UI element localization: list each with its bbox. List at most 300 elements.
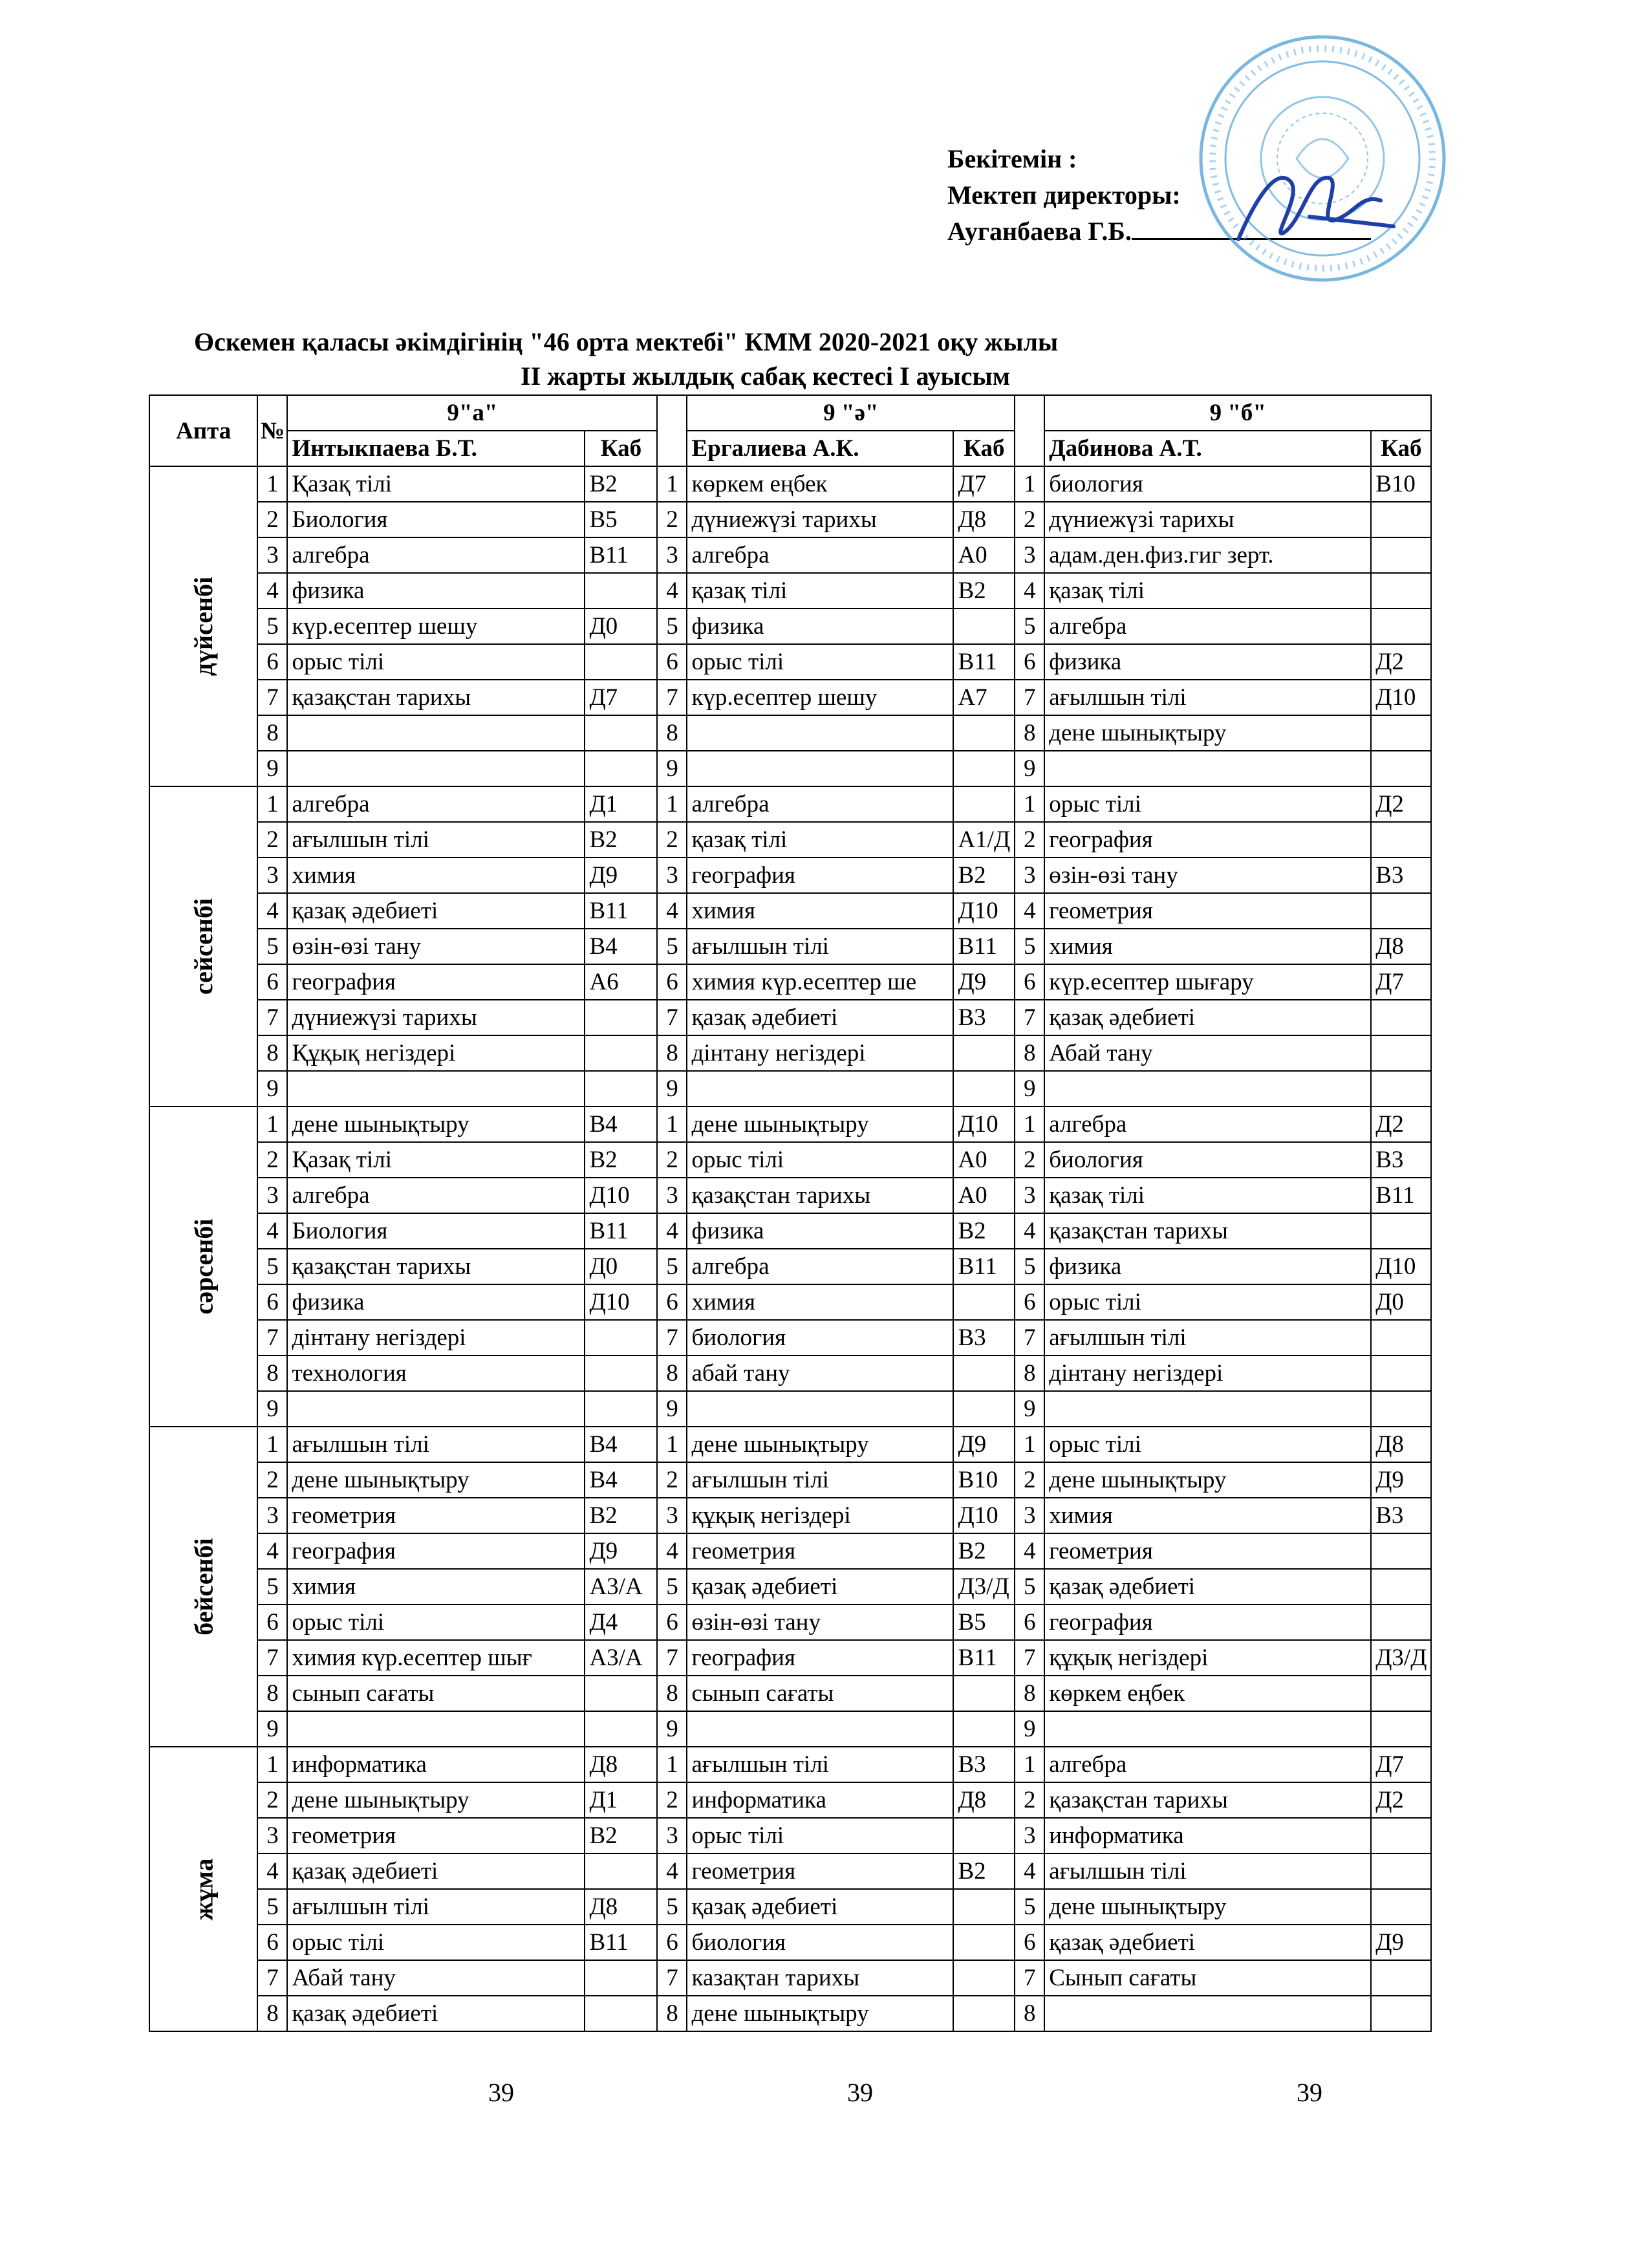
subject-cell: алгебра xyxy=(287,537,585,573)
day-label: сейсенбі xyxy=(189,898,219,995)
subject-cell: қазақ тілі xyxy=(687,573,953,609)
room-cell xyxy=(585,1071,657,1107)
lesson-number: 8 xyxy=(257,1035,287,1071)
subject-cell: казақтан тарихы xyxy=(687,1960,953,1996)
subject-cell: қазақ тілі xyxy=(1044,1178,1371,1213)
table-row xyxy=(149,573,1431,609)
room-cell xyxy=(1371,1213,1431,1249)
room-cell xyxy=(585,1035,657,1071)
room-cell xyxy=(1371,822,1431,858)
subject-cell: өзін-өзі тану xyxy=(687,1604,953,1640)
subject-cell: қазақ әдебиеті xyxy=(1044,1000,1371,1035)
lesson-number: 7 xyxy=(1015,1640,1044,1676)
lesson-number: 4 xyxy=(1015,893,1044,929)
room-cell: Д10 xyxy=(953,1107,1015,1142)
subject-cell: орыс тілі xyxy=(1044,786,1371,822)
lesson-number: 1 xyxy=(1015,1107,1044,1142)
lesson-number: 2 xyxy=(257,1142,287,1178)
room-cell xyxy=(585,1355,657,1391)
subject-cell: биология xyxy=(687,1925,953,1960)
subject-cell: ағылшын тілі xyxy=(1044,680,1371,715)
subject-cell: өзін-өзі тану xyxy=(287,929,585,964)
subject-cell: химия xyxy=(1044,929,1371,964)
table-row xyxy=(149,1249,1431,1284)
lesson-number: 9 xyxy=(257,1071,287,1107)
lesson-number: 1 xyxy=(257,786,287,822)
subject-cell: орыс тілі xyxy=(1044,1427,1371,1462)
subject-cell: ағылшын тілі xyxy=(687,929,953,964)
subject-cell: география xyxy=(1044,1604,1371,1640)
table-row xyxy=(149,1498,1431,1533)
room-cell xyxy=(953,1071,1015,1107)
signature-icon xyxy=(1232,155,1400,259)
room-cell: А7 xyxy=(953,680,1015,715)
lesson-number: 7 xyxy=(657,1960,687,1996)
lesson-number: 5 xyxy=(257,609,287,644)
subject-cell: қазақстан тарихы xyxy=(1044,1782,1371,1818)
room-cell: В2 xyxy=(953,1533,1015,1569)
table-row xyxy=(149,1284,1431,1320)
room-cell: Д7 xyxy=(953,466,1015,502)
lesson-number: 4 xyxy=(257,893,287,929)
subject-cell: дінтану негіздері xyxy=(287,1320,585,1355)
room-cell: Д10 xyxy=(585,1284,657,1320)
subject-cell: дене шынықтыру xyxy=(287,1782,585,1818)
room-cell xyxy=(1371,1996,1431,2031)
room-cell: В3 xyxy=(1371,858,1431,893)
room-cell: В3 xyxy=(1371,1498,1431,1533)
room-cell: Д9 xyxy=(953,1427,1015,1462)
subject-cell: алгебра xyxy=(687,1249,953,1284)
lesson-number: 9 xyxy=(657,1071,687,1107)
room-cell xyxy=(585,573,657,609)
room-cell: В2 xyxy=(953,858,1015,893)
subject-cell: география xyxy=(287,964,585,1000)
room-cell: Д4 xyxy=(585,1604,657,1640)
room-cell: В3 xyxy=(953,1320,1015,1355)
subject-cell: қазақ әдебиеті xyxy=(1044,1925,1371,1960)
lesson-number: 9 xyxy=(1015,1711,1044,1747)
lesson-number: 7 xyxy=(657,1640,687,1676)
table-row xyxy=(149,1320,1431,1355)
subject-cell xyxy=(287,1711,585,1747)
lesson-number: 1 xyxy=(657,1107,687,1142)
subject-cell: биология xyxy=(1044,466,1371,502)
subject-cell: география xyxy=(1044,822,1371,858)
lesson-number: 3 xyxy=(1015,1178,1044,1213)
table-row xyxy=(149,893,1431,929)
room-cell: А0 xyxy=(953,537,1015,573)
room-cell: В11 xyxy=(585,1213,657,1249)
approval-line-1: Бекітемін : xyxy=(947,144,1077,173)
lesson-number: 6 xyxy=(1015,1284,1044,1320)
subject-cell: физика xyxy=(687,609,953,644)
room-cell xyxy=(953,609,1015,644)
subject-cell: орыс тілі xyxy=(687,1142,953,1178)
lesson-number: 8 xyxy=(1015,715,1044,751)
table-row xyxy=(149,1711,1431,1747)
room-cell: Д8 xyxy=(585,1747,657,1782)
lesson-number: 5 xyxy=(1015,1249,1044,1284)
table-row xyxy=(149,680,1431,715)
subject-cell: биология xyxy=(1044,1142,1371,1178)
lesson-number: 9 xyxy=(657,751,687,786)
room-cell xyxy=(1371,573,1431,609)
lesson-number: 7 xyxy=(1015,1000,1044,1035)
subject-cell: ағылшын тілі xyxy=(287,1889,585,1925)
subject-cell: алгебра xyxy=(1044,1107,1371,1142)
subject-cell: алгебра xyxy=(687,786,953,822)
lesson-number: 1 xyxy=(1015,786,1044,822)
subject-cell: геометрия xyxy=(1044,1533,1371,1569)
lesson-number: 6 xyxy=(657,1925,687,1960)
subject-cell: дүниежүзі тарихы xyxy=(687,502,953,537)
room-cell xyxy=(1371,751,1431,786)
room-cell xyxy=(585,1853,657,1889)
lesson-number: 1 xyxy=(657,1747,687,1782)
subject-cell: биология xyxy=(687,1320,953,1355)
room-cell xyxy=(1371,1569,1431,1604)
lesson-number: 3 xyxy=(657,537,687,573)
table-row xyxy=(149,1355,1431,1391)
room-cell xyxy=(1371,1000,1431,1035)
teacher-header-9ae: Ергалиева А.К. xyxy=(687,431,953,466)
subject-cell: физика xyxy=(287,1284,585,1320)
total-9ae: 39 xyxy=(847,2078,873,2107)
lesson-number: 2 xyxy=(257,1462,287,1498)
room-cell: В2 xyxy=(585,1818,657,1853)
room-cell: Д10 xyxy=(953,1498,1015,1533)
lesson-number: 7 xyxy=(1015,1320,1044,1355)
room-cell: В4 xyxy=(585,1427,657,1462)
lesson-number: 3 xyxy=(1015,1818,1044,1853)
table-row xyxy=(149,1071,1431,1107)
lesson-number: 2 xyxy=(657,822,687,858)
subject-cell: алгебра xyxy=(1044,609,1371,644)
table-row xyxy=(149,1462,1431,1498)
subject-cell: ағылшын тілі xyxy=(1044,1320,1371,1355)
subject-cell: Сынып сағаты xyxy=(1044,1960,1371,1996)
lesson-number: 5 xyxy=(1015,929,1044,964)
table-row xyxy=(149,1960,1431,1996)
lesson-number: 8 xyxy=(657,1355,687,1391)
lesson-number: 2 xyxy=(1015,1142,1044,1178)
day-label: жұма xyxy=(189,1858,219,1920)
subject-cell: қазақ тілі xyxy=(1044,573,1371,609)
room-cell: Д1 xyxy=(585,786,657,822)
table-row xyxy=(149,502,1431,537)
subject-cell: химия xyxy=(287,1569,585,1604)
subject-cell xyxy=(1044,1391,1371,1427)
room-cell: А0 xyxy=(953,1178,1015,1213)
room-cell: В4 xyxy=(585,1462,657,1498)
lesson-number: 9 xyxy=(257,751,287,786)
subject-cell: геометрия xyxy=(1044,893,1371,929)
table-row xyxy=(149,1676,1431,1711)
lesson-number: 4 xyxy=(257,1213,287,1249)
day-label: бейсенбі xyxy=(189,1538,219,1636)
room-cell: В11 xyxy=(953,929,1015,964)
lesson-number: 1 xyxy=(657,786,687,822)
room-cell: Д1 xyxy=(585,1782,657,1818)
room-cell: В2 xyxy=(585,1498,657,1533)
lesson-number: 6 xyxy=(257,1284,287,1320)
subject-cell: қазақстан тарихы xyxy=(287,680,585,715)
subject-cell: сынып сағаты xyxy=(287,1676,585,1711)
lesson-number: 8 xyxy=(1015,1355,1044,1391)
room-cell xyxy=(953,715,1015,751)
room-cell xyxy=(1371,1071,1431,1107)
lesson-number: 4 xyxy=(657,893,687,929)
table-row xyxy=(149,1640,1431,1676)
subject-cell: химия xyxy=(687,1284,953,1320)
room-cell: Д3/Д xyxy=(1371,1640,1431,1676)
table-row xyxy=(149,1604,1431,1640)
table-row xyxy=(149,751,1431,786)
table-row xyxy=(149,1427,1431,1462)
table-row xyxy=(149,1782,1431,1818)
room-cell: В2 xyxy=(585,466,657,502)
subject-cell: орыс тілі xyxy=(1044,1284,1371,1320)
subject-cell: география xyxy=(287,1533,585,1569)
lesson-number: 8 xyxy=(257,1676,287,1711)
number-header: № xyxy=(257,395,287,466)
room-cell xyxy=(1371,1035,1431,1071)
room-cell: Д9 xyxy=(1371,1925,1431,1960)
lesson-number: 6 xyxy=(257,1925,287,1960)
room-cell: А0 xyxy=(953,1142,1015,1178)
room-cell xyxy=(953,1035,1015,1071)
lesson-number: 6 xyxy=(257,964,287,1000)
lesson-number: 7 xyxy=(657,1320,687,1355)
subject-cell: дене шынықтыру xyxy=(687,1427,953,1462)
room-cell xyxy=(1371,1853,1431,1889)
room-cell: Д9 xyxy=(1371,1462,1431,1498)
subject-cell: көркем еңбек xyxy=(1044,1676,1371,1711)
table-row xyxy=(149,1213,1431,1249)
room-cell: В2 xyxy=(585,822,657,858)
day-cell xyxy=(149,1427,257,1747)
room-cell xyxy=(953,786,1015,822)
room-cell: Д8 xyxy=(953,1782,1015,1818)
day-label: дүйсенбі xyxy=(189,576,219,676)
lesson-number: 5 xyxy=(1015,1889,1044,1925)
class-header-9a: 9"а" xyxy=(287,395,657,431)
subject-cell xyxy=(1044,751,1371,786)
subject-cell xyxy=(687,1391,953,1427)
subject-cell: ағылшын тілі xyxy=(687,1747,953,1782)
table-row xyxy=(149,1000,1431,1035)
lesson-number: 9 xyxy=(1015,1071,1044,1107)
lesson-number: 7 xyxy=(257,1320,287,1355)
lesson-number: 3 xyxy=(1015,858,1044,893)
subject-cell: дінтану негіздері xyxy=(1044,1355,1371,1391)
subject-cell: география xyxy=(687,1640,953,1676)
lesson-number: 1 xyxy=(657,1427,687,1462)
lesson-number: 4 xyxy=(657,1853,687,1889)
room-cell: Д0 xyxy=(585,609,657,644)
room-cell xyxy=(953,1960,1015,1996)
lesson-number: 3 xyxy=(257,1818,287,1853)
room-cell: Д0 xyxy=(1371,1284,1431,1320)
subject-cell xyxy=(287,1071,585,1107)
lesson-number: 7 xyxy=(257,1640,287,1676)
lesson-number: 2 xyxy=(657,1462,687,1498)
schedule-table xyxy=(149,394,1432,2032)
lesson-number: 5 xyxy=(657,1569,687,1604)
subject-cell: ағылшын тілі xyxy=(687,1462,953,1498)
room-cell: В11 xyxy=(953,1640,1015,1676)
lesson-number: 8 xyxy=(1015,1035,1044,1071)
lesson-number: 1 xyxy=(257,1107,287,1142)
subject-cell: ағылшын тілі xyxy=(287,1427,585,1462)
lesson-number: 3 xyxy=(657,1498,687,1533)
lesson-number: 5 xyxy=(657,929,687,964)
subject-cell: дене шынықтыру xyxy=(1044,715,1371,751)
subject-cell: құқық негіздері xyxy=(1044,1640,1371,1676)
subject-cell: информатика xyxy=(1044,1818,1371,1853)
schedule-subtitle: II жарты жылдық сабақ кестесі I ауысым xyxy=(521,362,1011,391)
lesson-number: 3 xyxy=(1015,537,1044,573)
lesson-number: 2 xyxy=(1015,822,1044,858)
room-cell: Д8 xyxy=(953,502,1015,537)
lesson-number: 6 xyxy=(257,1604,287,1640)
subject-cell: дүниежүзі тарихы xyxy=(1044,502,1371,537)
lesson-number: 6 xyxy=(1015,1604,1044,1640)
table-row xyxy=(149,858,1431,893)
subject-cell: физика xyxy=(1044,644,1371,680)
lesson-number: 8 xyxy=(657,1996,687,2031)
class-header-9ae: 9 "ә" xyxy=(687,395,1015,431)
subject-cell: өзін-өзі тану xyxy=(1044,858,1371,893)
lesson-number: 1 xyxy=(257,1747,287,1782)
subject-cell: Биология xyxy=(287,502,585,537)
lesson-number: 9 xyxy=(657,1391,687,1427)
room-cell: Д7 xyxy=(585,680,657,715)
room-cell xyxy=(585,715,657,751)
subject-cell: құқық негіздері xyxy=(687,1498,953,1533)
table-row xyxy=(149,1996,1431,2031)
subject-cell: дене шынықтыру xyxy=(1044,1889,1371,1925)
room-cell xyxy=(953,1676,1015,1711)
subject-cell: алгебра xyxy=(287,1178,585,1213)
lesson-number: 6 xyxy=(1015,644,1044,680)
subject-cell: қазақ әдебиеті xyxy=(687,1569,953,1604)
room-cell: Д2 xyxy=(1371,1107,1431,1142)
number-spacer xyxy=(1015,395,1044,466)
lesson-number: 9 xyxy=(657,1711,687,1747)
day-cell xyxy=(149,1107,257,1427)
room-cell xyxy=(585,1000,657,1035)
room-cell xyxy=(953,1996,1015,2031)
lesson-number: 4 xyxy=(657,1213,687,1249)
lesson-number: 8 xyxy=(657,1035,687,1071)
subject-cell: күр.есептер шығару xyxy=(1044,964,1371,1000)
room-cell: В2 xyxy=(953,573,1015,609)
subject-cell: қазақ әдебиеті xyxy=(287,1853,585,1889)
room-cell xyxy=(953,1925,1015,1960)
schedule-title: Өскемен қаласы әкімдігінің "46 орта мектебі" КММ 2020-2021 оқу жылы xyxy=(194,327,1059,356)
room-cell xyxy=(1371,1818,1431,1853)
subject-cell: ағылшын тілі xyxy=(287,822,585,858)
lesson-number: 6 xyxy=(1015,964,1044,1000)
room-cell xyxy=(1371,1391,1431,1427)
subject-cell: қазақ әдебиеті xyxy=(687,1000,953,1035)
room-header: Каб xyxy=(585,431,657,466)
lesson-number: 9 xyxy=(257,1711,287,1747)
subject-cell: орыс тілі xyxy=(287,1925,585,1960)
table-row xyxy=(149,1035,1431,1071)
subject-cell: геометрия xyxy=(687,1533,953,1569)
lesson-number: 5 xyxy=(257,1249,287,1284)
room-cell xyxy=(585,1391,657,1427)
room-cell: А3/А xyxy=(585,1640,657,1676)
room-cell: В11 xyxy=(953,1249,1015,1284)
day-label: сәрсенбі xyxy=(189,1218,219,1315)
room-cell xyxy=(585,1996,657,2031)
room-cell: А6 xyxy=(585,964,657,1000)
room-cell xyxy=(1371,1676,1431,1711)
room-cell xyxy=(953,1889,1015,1925)
room-cell: Д10 xyxy=(953,893,1015,929)
room-cell: Д10 xyxy=(1371,1249,1431,1284)
subject-cell xyxy=(687,1711,953,1747)
subject-cell xyxy=(287,751,585,786)
subject-cell: қазақ әдебиеті xyxy=(1044,1569,1371,1604)
subject-cell: Биология xyxy=(287,1213,585,1249)
lesson-number: 1 xyxy=(1015,1427,1044,1462)
room-cell: А1/Д xyxy=(953,822,1015,858)
subject-cell xyxy=(687,715,953,751)
room-cell: В3 xyxy=(1371,1142,1431,1178)
room-cell xyxy=(1371,1604,1431,1640)
table-row xyxy=(149,822,1431,858)
table-row xyxy=(149,466,1431,502)
lesson-number: 8 xyxy=(1015,1996,1044,2031)
lesson-number: 4 xyxy=(657,573,687,609)
room-cell: В4 xyxy=(585,1107,657,1142)
room-cell: В10 xyxy=(953,1462,1015,1498)
subject-cell: орыс тілі xyxy=(287,644,585,680)
table-row xyxy=(149,929,1431,964)
room-cell: Д3/Д xyxy=(953,1569,1015,1604)
lesson-number: 5 xyxy=(257,1889,287,1925)
table-row xyxy=(149,1569,1431,1604)
subject-cell: орыс тілі xyxy=(687,1818,953,1853)
lesson-number: 1 xyxy=(257,1427,287,1462)
room-cell xyxy=(1371,715,1431,751)
subject-cell: адам.ден.физ.гиг зерт. xyxy=(1044,537,1371,573)
lesson-number: 4 xyxy=(657,1533,687,1569)
subject-cell: химия xyxy=(287,858,585,893)
room-cell xyxy=(953,1818,1015,1853)
subject-cell: көркем еңбек xyxy=(687,466,953,502)
room-cell: Д10 xyxy=(1371,680,1431,715)
table-row xyxy=(149,1107,1431,1142)
subject-cell: дүниежүзі тарихы xyxy=(287,1000,585,1035)
table-row xyxy=(149,786,1431,822)
room-cell: В11 xyxy=(585,537,657,573)
subject-cell: химия күр.есептер ше xyxy=(687,964,953,1000)
director-name: Ауганбаева Г.Б. xyxy=(947,217,1132,246)
subject-cell: абай тану xyxy=(687,1355,953,1391)
lesson-number: 2 xyxy=(1015,502,1044,537)
lesson-number: 6 xyxy=(257,644,287,680)
lesson-number: 5 xyxy=(657,1889,687,1925)
room-cell: Д9 xyxy=(953,964,1015,1000)
lesson-number: 3 xyxy=(257,858,287,893)
room-cell: В5 xyxy=(953,1604,1015,1640)
